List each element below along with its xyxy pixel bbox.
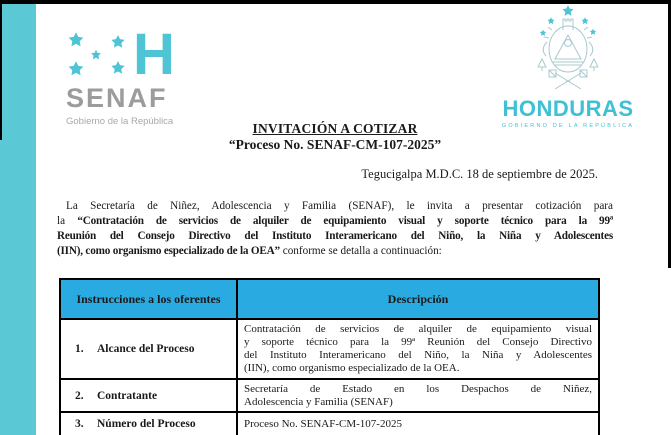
intro-bold-text: “Contratación de servicios de alquiler de equipamiento visual y soporte técnico para la 99ª xyxy=(77,215,614,227)
row-description-cell xyxy=(237,319,599,379)
senaf-h-icon: H xyxy=(133,22,174,87)
description-line: Secretaría de Estado en los Despachos de Niñez, xyxy=(244,382,592,395)
intro-bold-text: Reunión del Consejo Directivo del Instituto Interamericano del Niño, la Niña y Adolescentes xyxy=(57,230,613,242)
process-table xyxy=(59,278,600,435)
description-line: del Instituto Interamericano del Niño, la Niña y Adolescentes xyxy=(244,348,592,361)
honduras-logo-name: HONDURAS xyxy=(502,96,634,121)
intro-text: la xyxy=(57,215,78,227)
table-row xyxy=(60,379,599,413)
description-line: Contratación de servicios de alquiler de equipamiento visual xyxy=(244,323,592,335)
row-description-cell xyxy=(237,412,599,435)
senaf-logo xyxy=(66,22,206,127)
description-line: Adolescencia y Familia (SENAF) xyxy=(244,395,393,408)
intro-line-2 xyxy=(57,214,613,229)
intro-text: conforme se detalla a continuación: xyxy=(279,245,442,257)
row-number: 1. xyxy=(75,342,84,355)
honduras-logo-tagline: GOBIERNO DE LA REPÚBLICA xyxy=(501,123,635,129)
intro-text: La Secretaría de Niñez, Adolescencia y Familia (SENAF), le invita a presentar cotización para xyxy=(66,200,613,212)
row-label: Alcance del Proceso xyxy=(97,342,195,355)
description-line: Proceso No. SENAF-CM-107-2025 xyxy=(244,417,402,430)
left-accent-bar xyxy=(0,4,36,435)
row-label-cell xyxy=(60,412,237,435)
intro-line-4 xyxy=(57,244,613,259)
row-number: 2. xyxy=(75,389,84,402)
col-header-description: Descripción xyxy=(237,279,599,319)
senaf-stars-icon xyxy=(66,30,128,80)
date-line: Tegucigalpa M.D.C. 18 de septiembre de 2025. xyxy=(361,167,598,181)
left-border xyxy=(0,0,2,140)
table-header-row xyxy=(60,279,599,319)
description-line: y soporte técnico para la 99ª Reunión del Consejo Directivo xyxy=(244,335,592,348)
document-title: INVITACIÓN A COTIZAR xyxy=(252,121,418,136)
senaf-logo-mark xyxy=(66,22,206,87)
coat-of-arms-icon xyxy=(522,4,614,92)
row-number: 3. xyxy=(75,418,84,431)
intro-line-1 xyxy=(57,199,613,214)
intro-paragraph xyxy=(57,199,613,259)
table-row xyxy=(60,319,599,379)
row-label: Número del Proceso xyxy=(97,418,196,431)
intro-line-3 xyxy=(57,229,613,244)
honduras-logo xyxy=(500,4,636,129)
col-header-instructions: Instrucciones a los oferentes xyxy=(60,279,237,319)
row-label: Contratante xyxy=(97,389,158,402)
row-description-cell xyxy=(237,379,599,413)
table-row xyxy=(60,412,599,435)
senaf-logo-name: SENAF xyxy=(66,83,168,113)
row-label-cell xyxy=(60,319,237,379)
intro-bold-text: (IIN), como organismo especializado de la OEA” xyxy=(57,245,280,257)
process-number-subtitle: “Proceso No. SENAF-CM-107-2025” xyxy=(228,137,442,152)
description-line: (IIN), como organismo especializado de la OEA. xyxy=(244,361,460,374)
senaf-logo-tagline: Gobierno de la República xyxy=(66,116,174,127)
row-label-cell xyxy=(60,379,237,413)
